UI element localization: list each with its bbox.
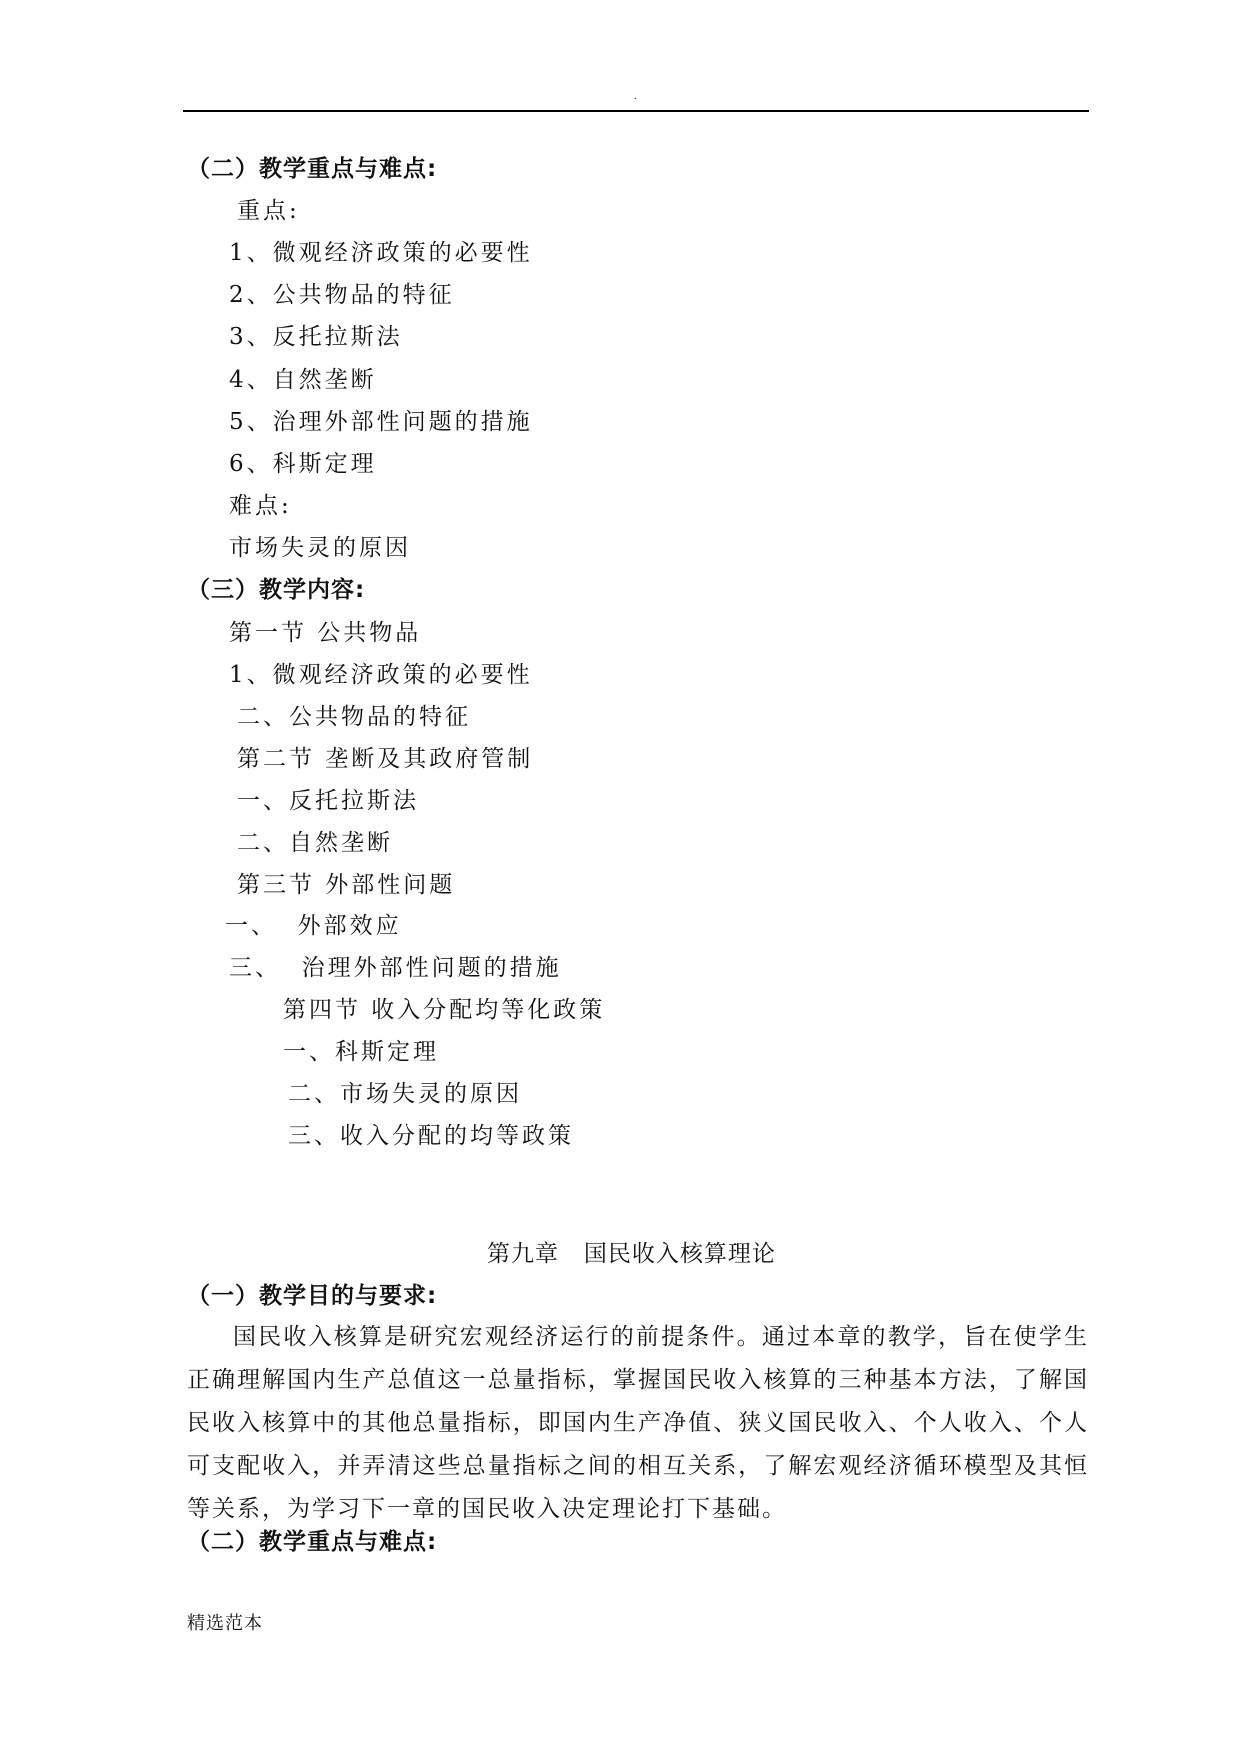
header-rule	[183, 110, 1089, 112]
content-line: 三、收入分配的均等政策	[288, 1123, 574, 1149]
content-line: 1、微观经济政策的必要性	[229, 662, 533, 688]
chapter-title: 第九章 国民收入核算理论	[487, 1241, 776, 1267]
difficult-points-label: 难点:	[229, 493, 292, 519]
content-line: 第一节 公共物品	[229, 620, 422, 646]
section-heading-content: （三）教学内容:	[187, 577, 366, 603]
footer-label: 精选范本	[187, 1613, 263, 1634]
content-line: 二、公共物品的特征	[237, 704, 471, 730]
section-heading-objectives: （一）教学目的与要求:	[187, 1283, 438, 1309]
content-line: 三、 治理外部性问题的措施	[229, 955, 562, 981]
key-point-item: 4、自然垄断	[229, 367, 377, 393]
content-line: 二、市场失灵的原因	[288, 1081, 522, 1107]
key-point-item: 2、公共物品的特征	[229, 282, 455, 308]
key-point-item: 1、微观经济政策的必要性	[229, 240, 533, 266]
content-line: 一、 外部效应	[225, 913, 402, 939]
objectives-paragraph: 国民收入核算是研究宏观经济运行的前提条件。通过本章的教学，旨在使学生正确理解国内生产总值这一总量指标，掌握国民收入核算的三种基本方法，了解国民收入核算中的其他总量指标，即国内生产净值、狭义国民收入、个人收入、个人可支配收入，并弄清这些总量指标之间的相互关系，了解宏观经济循环模型及其恒等关系，为学习下一章的国民收入决定理论打下基础。	[187, 1324, 1089, 1522]
key-point-item: 5、治理外部性问题的措施	[229, 409, 533, 435]
section-heading-key-points: （二）教学重点与难点:	[187, 156, 438, 182]
section-heading-key-points-ch9: （二）教学重点与难点:	[187, 1529, 438, 1555]
content-line: 一、科斯定理	[283, 1039, 439, 1065]
difficult-point-item: 市场失灵的原因	[229, 535, 411, 561]
content-line: 二、自然垄断	[237, 830, 393, 856]
header-mark: .	[634, 91, 637, 102]
content-line: 一、反托拉斯法	[237, 788, 419, 814]
key-point-item: 6、科斯定理	[229, 451, 377, 477]
content-line: 第二节 垄断及其政府管制	[237, 746, 534, 772]
key-point-item: 3、反托拉斯法	[229, 324, 403, 350]
key-points-label: 重点:	[237, 198, 300, 224]
content-line: 第四节 收入分配均等化政策	[283, 997, 606, 1023]
content-line: 第三节 外部性问题	[237, 872, 456, 898]
